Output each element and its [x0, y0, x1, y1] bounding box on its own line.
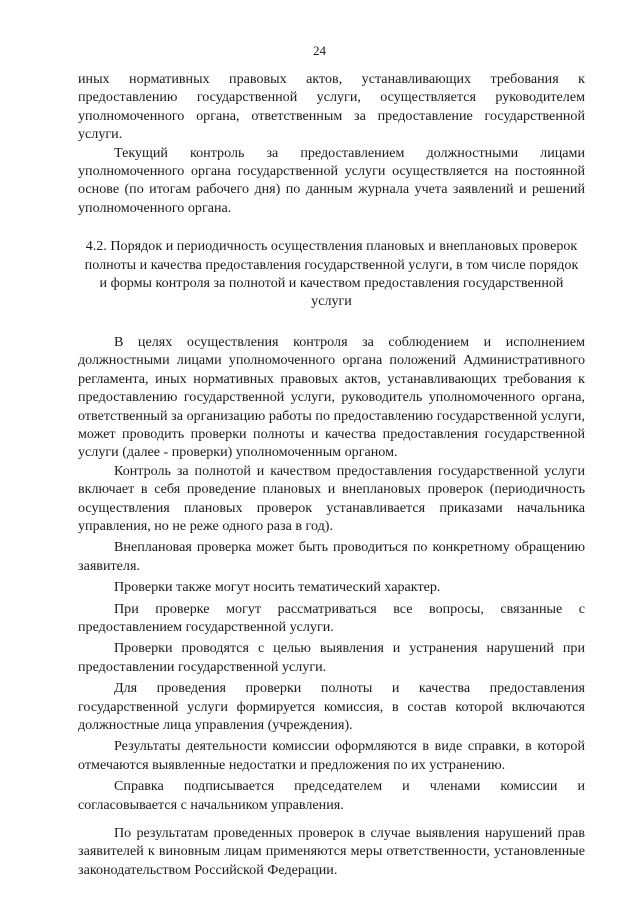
paragraph-continuation: иных нормативных правовых актов, устанавливающих требования к предоставлению государственной услуги, осуществляется руководителем уполномоченного органа, ответственным за предоставление государственной услуги. [78, 71, 585, 143]
paragraph-current-control: Текущий контроль за предоставлением должностными лицами уполномоченного органа государственной услуги осуществляется на постоянной основе (по итогам рабочего дня) по данным журнала учета заявлений и решений уполномоченного органа. [78, 144, 585, 216]
paragraph-liability: По результатам проведенных проверок в случае выявления нарушений прав заявителей к виновным лицам применяются меры ответственности, установленные законодательством Российской Федерации. [78, 825, 585, 878]
page-number: 24 [313, 43, 326, 58]
paragraph-check-questions: При проверке могут рассматриваться все вопросы, связанные с предоставлением государственной услуги. [78, 600, 585, 635]
paragraph-commission: Для проведения проверки полноты и качества предоставления государственной услуги формируется комиссия, в состав которой включаются должностные лица управления (учреждения). [78, 680, 585, 733]
paragraph-report-signing: Справка подписывается председателем и членами комиссии и согласовывается с начальником управления. [78, 778, 585, 813]
section-heading: 4.2. Порядок и периодичность осуществления плановых и внеплановых проверок полноты и качества предоставления государственной услуги, в том числе порядок и формы контроля за полнотой и качеством предоставления государственной услуги [84, 238, 579, 310]
paragraph-commission-results: Результаты деятельности комиссии оформляются в виде справки, в которой отмечаются выявленные недостатки и предложения по их устранению. [78, 738, 585, 773]
paragraph-thematic-checks: Проверки также могут носить тематический характер. [114, 579, 441, 596]
document-body [78, 70, 585, 879]
paragraph-control-purpose: В целях осуществления контроля за соблюдением и исполнением должностными лицами уполномоченного органа положений Административного регламента, иных нормативных правовых актов, устанавливающих требования к предоставлению государственной услуги, руководитель уполномоченного органа, ответственный за организацию работы по предоставлению государственной услуги, может проводить проверки полноты и качества предоставления государственной услуги (далее - проверки) уполномоченным органом. [78, 333, 585, 461]
paragraph-check-goal: Проверки проводятся с целью выявления и устранения нарушений при предоставлении государственной услуги. [78, 640, 585, 675]
paragraph-control-scope: Контроль за полнотой и качеством предоставления государственной услуги включает в себя проведение плановых и внеплановых проверок (периодичность осуществления плановых проверок устанавливается приказами начальника управления, но не реже одного раза в год). [78, 462, 585, 534]
paragraph-unscheduled-check: Внеплановая проверка может быть проводиться по конкретному обращению заявителя. [78, 539, 585, 574]
